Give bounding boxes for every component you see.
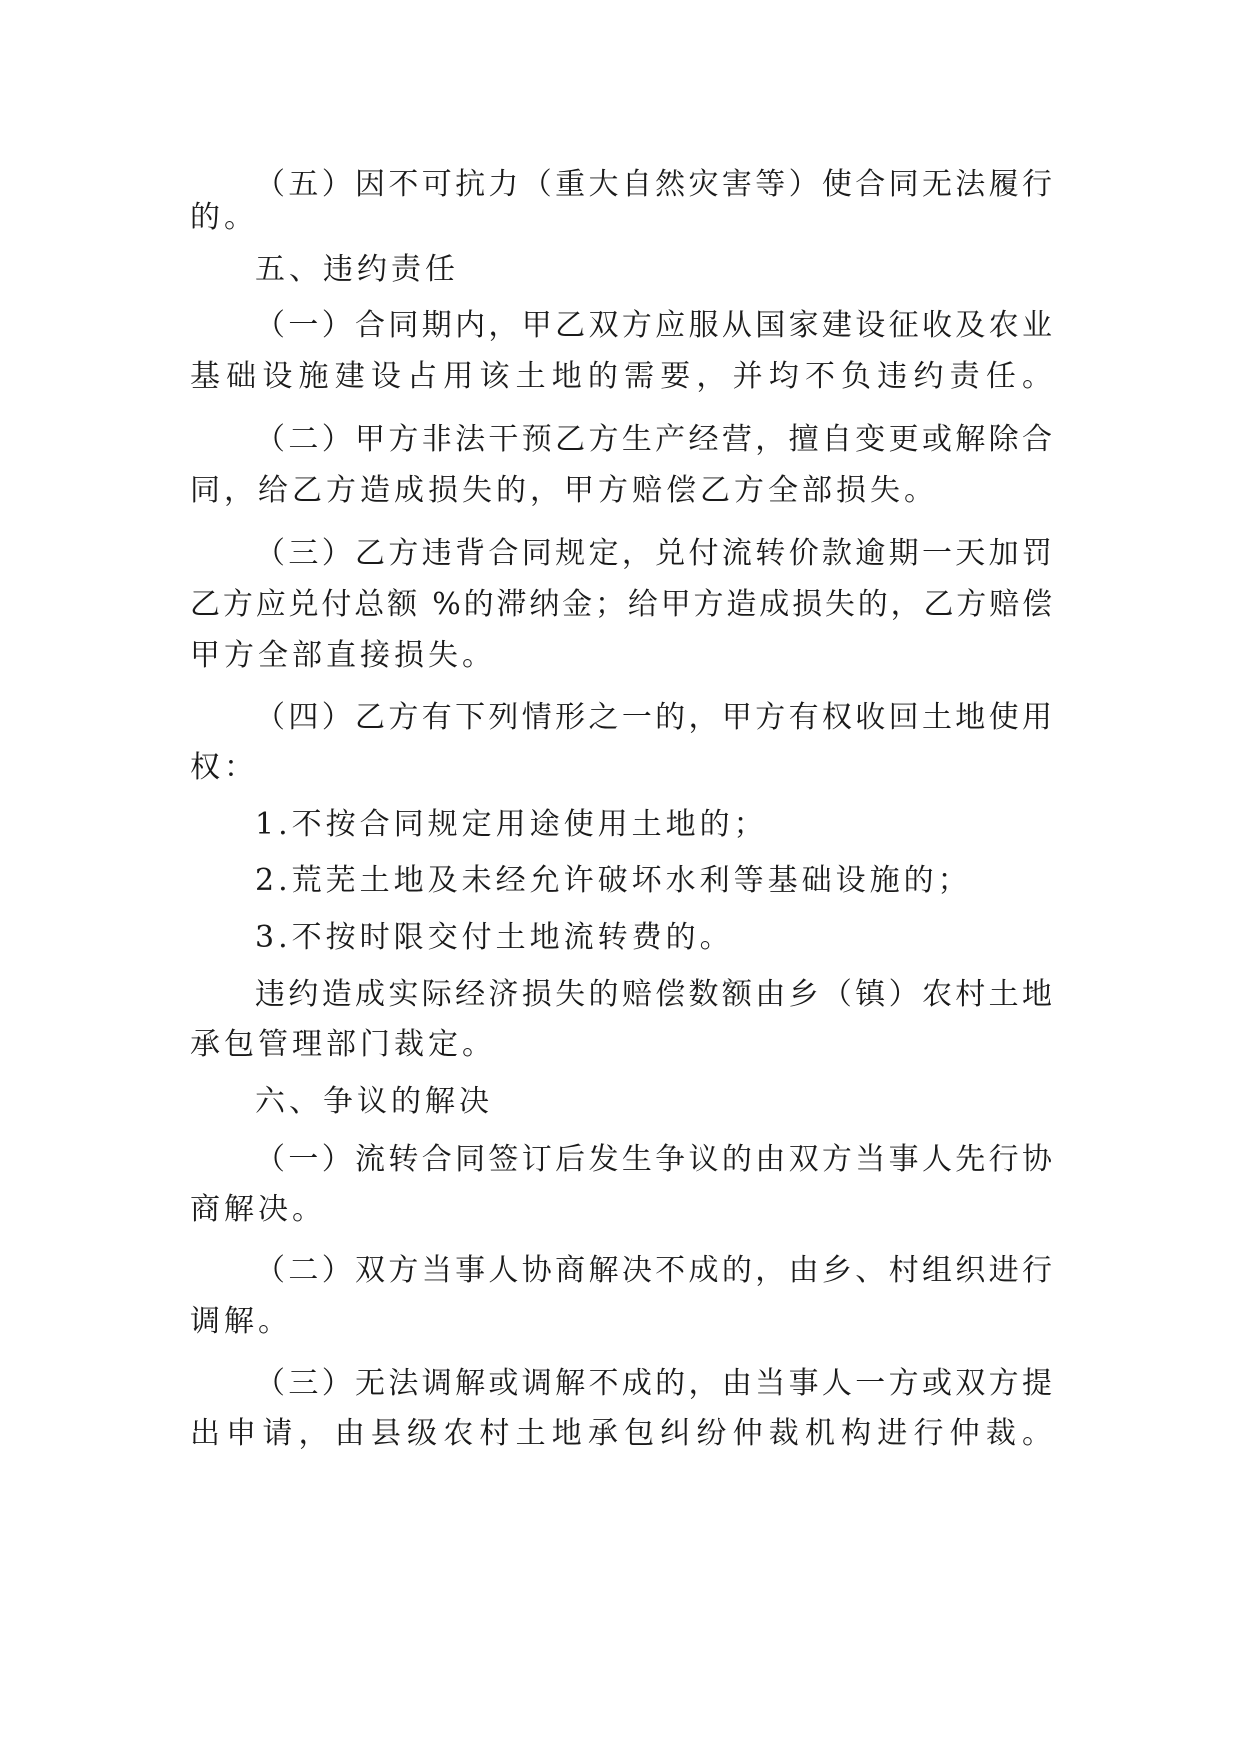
text-line: （三）乙方违背合同规定，兑付流转价款逾期一天加罚 <box>255 536 1052 571</box>
text-line: 基础设施建设占用该土地的需要，并均不负违约责任。 <box>190 359 1052 394</box>
text-line: 乙方应兑付总额 %的滞纳金；给甲方造成损失的，乙方赔偿 <box>190 587 1052 622</box>
text-line: （一）合同期内，甲乙双方应服从国家建设征收及农业 <box>255 308 1052 343</box>
section-heading: 六、争议的解决 <box>255 1084 493 1119</box>
text-line: （三）无法调解或调解不成的，由当事人一方或双方提 <box>255 1366 1052 1401</box>
text-line: （五）因不可抗力（重大自然灾害等）使合同无法履行 <box>255 167 1052 202</box>
list-item: 2.荒芜土地及未经允许破坏水利等基础设施的； <box>255 863 972 898</box>
text-line: 承包管理部门裁定。 <box>190 1027 496 1062</box>
text-line: （一）流转合同签订后发生争议的由双方当事人先行协 <box>255 1142 1052 1177</box>
text-line: 违约造成实际经济损失的赔偿数额由乡（镇）农村土地 <box>255 977 1052 1012</box>
text-line: 权： <box>190 750 258 785</box>
text-line: 出申请，由县级农村土地承包纠纷仲裁机构进行仲裁。 <box>190 1416 1052 1451</box>
text-line: 商解决。 <box>190 1192 326 1227</box>
text-line: 同，给乙方造成损失的，甲方赔偿乙方全部损失。 <box>190 473 938 508</box>
list-item: 1.不按合同规定用途使用土地的； <box>255 807 768 842</box>
text-line: 的。 <box>190 200 258 235</box>
section-heading: 五、违约责任 <box>255 252 459 287</box>
text-line: 调解。 <box>190 1304 292 1339</box>
text-line: （二）双方当事人协商解决不成的，由乡、村组织进行 <box>255 1253 1052 1288</box>
text-line: （四）乙方有下列情形之一的，甲方有权收回土地使用 <box>255 700 1052 735</box>
text-line: 甲方全部直接损失。 <box>190 638 496 673</box>
list-item: 3.不按时限交付土地流转费的。 <box>255 920 734 955</box>
text-line: （二）甲方非法干预乙方生产经营，擅自变更或解除合 <box>255 422 1052 457</box>
